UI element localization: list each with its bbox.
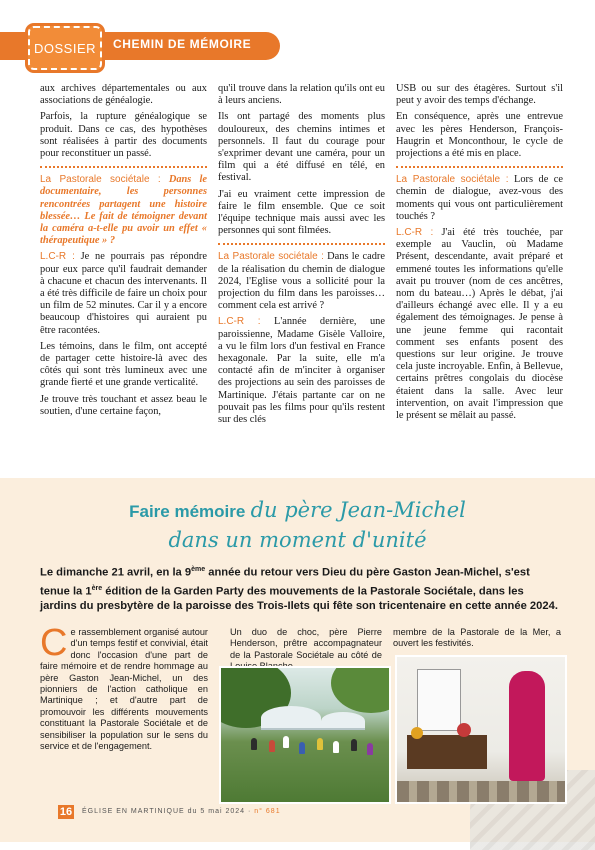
divider [40, 166, 207, 168]
answer-text: L'année dernière, une paroissienne, Madame Gisèle Valloire, a vu le film lors d'un festival en France hexagonale. Par la suite, elle m'a contacté afin de m'inciter à organiser des projections au sein des paroisses de Martinique. J'étais partante car on ne pouvait pas les films pour qu'ils restent sur des clés [218, 316, 385, 426]
person [333, 741, 339, 753]
feature-title [0, 498, 595, 523]
lead-part: édition de la Garden Party des mouvements de la Pastorale Sociétale, dans les jardins du presbytère de la paroisse des Trois-Ilets qui fête son tricentenaire en cette année 2024. [40, 585, 558, 613]
parasol [321, 712, 365, 730]
person [351, 739, 357, 751]
flowers [457, 723, 471, 737]
person [283, 736, 289, 748]
question-text: Dans le cadre de la réalisation du chemin de dialogue 2024, l'Eglise vous a sollicité pour la projection du film dans les paroisses… comment cela est arrivé ? [218, 251, 385, 312]
parasol [261, 706, 321, 730]
vestment [509, 671, 545, 781]
answer [40, 251, 207, 336]
memorial-photo [395, 655, 567, 804]
paragraph: Ils ont partagé des moments plus douloureux, des chemins intimes et personnels. Il faut du courage pour s'exprimer devant une caméra, pour un film qui a été diffusé en télé, en festival. [218, 111, 385, 184]
answer-label: L.C-R : [218, 316, 261, 328]
question-label: La Pastorale sociétale : [218, 251, 324, 263]
person [251, 738, 257, 750]
feature-title-b: du père Jean-Michel [250, 498, 466, 522]
answer [218, 316, 385, 426]
paragraph: Parfois, la rupture généalogique se produit. Dans ce cas, des hypothèses sont réalisées à partir des documents pour reconstituer un passé. [40, 111, 207, 160]
dropcap: C [40, 622, 68, 664]
question-label: La Pastorale sociétale : [40, 174, 161, 186]
question-text: Dans le documentaire, les personnes rencontrées partagent une histoire blessée… Le fait de témoigner devant la caméra a-t-elle pu avoir un effet « thérapeutique » ? [40, 174, 207, 247]
paragraph: Je trouve très touchant et assez beau le soutien, d'une certaine façon, [40, 393, 207, 417]
divider [218, 243, 385, 245]
person [317, 738, 323, 750]
stone-floor [397, 781, 565, 802]
paragraph: aux archives départementales ou aux associations de généalogie. [40, 83, 207, 107]
person [299, 742, 305, 754]
article-column-3 [396, 83, 563, 426]
feature-lead [40, 562, 560, 614]
lead-sup: ère [91, 584, 103, 592]
question [396, 174, 563, 223]
answer-label: L.C-R : [396, 227, 434, 239]
paragraph: USB ou sur des étagères. Surtout s'il peut y avoir des temps d'échange. [396, 83, 563, 107]
tree [331, 666, 391, 713]
portrait-frame [417, 669, 461, 731]
page-number: 16 [59, 806, 73, 818]
table [407, 735, 487, 769]
feature-title-a: Faire mémoire [129, 502, 246, 521]
person [269, 740, 275, 752]
answer-text: J'ai été très touchée, par exemple au Vauclin, où Madame Présent, descendante, avait préparé et emmené toutes les informations qu'elle avait pu trouver (nom de ces ancêtres, nom du bateau…) Après le débat, j'ai d'ailleurs échangé avec elle. Il y a eu également des témoignages. Je pense à une jeune femme qui racontait comment ses enfants posent des questions sur leur origine. Je trouve cela juste incroyable. Enfin, à Bellevue, certains prêtres congolais du diocèse étaient dans la salle. Avec leur intervention, on avait l'impression que le présent se mêlait au passé. [396, 227, 563, 422]
garden-party-photo [219, 666, 391, 804]
feature-text: e rassemblement organisé autour d'un temps festif et convivial, était donc l'occasion d'une part de faire mémoire et de rendre hommage au père Gaston Jean-Michel, un des pionniers de l'action catholique en Martinique ; et d'autre part de promouvoir les différents mouvements constituant la Pastorale Sociétale et de sensibiliser la population sur le sens du service et de l'engagement. [40, 627, 208, 752]
footer-label: ÉGLISE EN MARTINIQUE du 5 mai 2024 [82, 808, 246, 815]
flowers [411, 727, 423, 739]
answer-text: Je ne pourrais pas répondre pour eux parce qu'il faudrait demander à chacune et chacun des intervenants. Il a été très difficile de faire un choix pour un film de 52 minutes. Car il y a encore beaucoup d'histoires qui auraient pu être racontées. [40, 251, 207, 336]
paragraph: En conséquence, après une entrevue avec les pères Henderson, François-Haugrin et Monconthour, le cycle de projections a été mis en place. [396, 111, 563, 160]
paragraph: qu'il trouve dans la relation qu'ils ont eu à leurs anciens. [218, 83, 385, 107]
lead-sup: ème [191, 566, 206, 573]
article-column-2 [218, 83, 385, 430]
article-column-1 [40, 83, 207, 422]
feature-column-1 [40, 622, 208, 752]
feature-text: membre de la Pastorale de la Mer, a ouvert les festivités. [393, 627, 561, 649]
question [40, 174, 207, 247]
lead-part: année du retour vers Dieu du père Gaston Jean-Michel, s'est tenue la 1 [40, 566, 530, 598]
lead-part: Le dimanche 21 avril, en la 9 [40, 566, 192, 579]
issue-number: n° 681 [254, 808, 281, 815]
answer [396, 227, 563, 422]
feature-subtitle: dans un moment d'unité [168, 528, 427, 552]
paragraph: Les témoins, dans le film, ont accepté de partager cette histoire-là avec des côtés qui sont très lumineux avec une grande fierté et une grande verticalité. [40, 340, 207, 389]
answer-label: L.C-R : [40, 251, 75, 263]
person [367, 743, 373, 755]
question-label: La Pastorale sociétale : [396, 174, 509, 186]
footer-text: ÉGLISE EN MARTINIQUE du 5 mai 2024 · n° 681 [82, 808, 281, 815]
divider [396, 166, 563, 168]
feature-column-3 [393, 627, 561, 650]
paragraph: J'ai eu vraiment cette impression de faire le film ensemble. Que ce soit l'équipe technique mais aussi avec les personnes qui sont filmées. [218, 188, 385, 237]
section-title: CHEMIN DE MÉMOIRE [113, 37, 252, 51]
question-text: Lors de ce chemin de dialogue, avez-vous des moments qui vous ont particulièrement touchés ? [396, 174, 563, 222]
question [218, 251, 385, 312]
section-tag: DOSSIER [28, 26, 102, 70]
feature-text: Un duo de choc, père Pierre Henderson, prêtre accompagnateur de la Pastorale Sociétale au côté de [230, 627, 382, 660]
